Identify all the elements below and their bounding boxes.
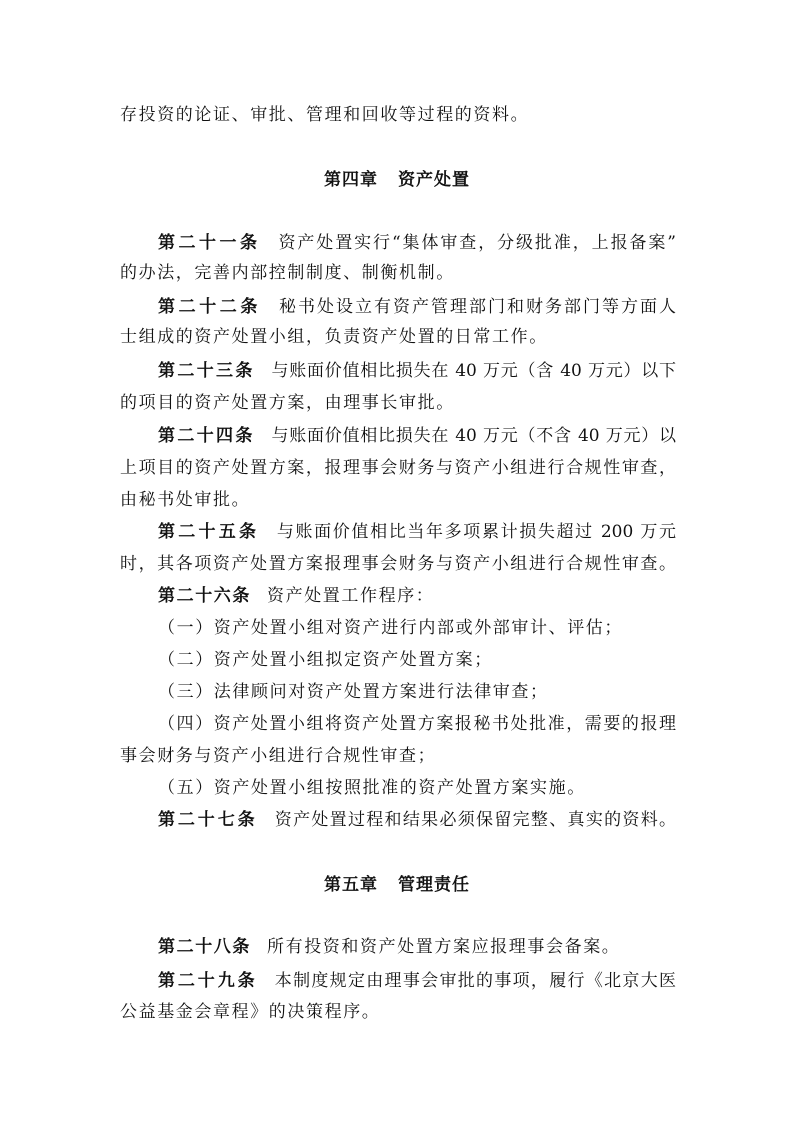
body-line: 时，其各项资产处置方案报理事会财务与资产小组进行合规性审查。 <box>120 554 676 574</box>
article-text: 与账面价值相比当年多项累计损失超过 200 万元 <box>275 522 676 542</box>
article-22 <box>158 292 676 322</box>
body-line: 存投资的论证、审批、管理和回收等过程的资料。 <box>120 105 530 125</box>
article-24 <box>158 421 676 451</box>
procedure-item: （二）资产处置小组拟定资产处置方案； <box>158 650 493 670</box>
article-text: 资产处置过程和结果必须保留完整、真实的资料。 <box>273 810 677 830</box>
article-label: 第二十三条 <box>158 361 255 381</box>
article-label: 第二十五条 <box>158 522 260 542</box>
chapter-title: 资产处置 <box>398 170 470 190</box>
procedure-item: （五）资产处置小组按照批准的资产处置方案实施。 <box>158 778 586 798</box>
article-label: 第二十八条 <box>158 937 251 957</box>
article-27 <box>158 805 676 835</box>
body-line: 由秘书处审批。 <box>120 490 251 510</box>
article-text: 秘书处设立有资产管理部门和财务部门等方面人 <box>277 297 676 317</box>
article-text: 与账面价值相比损失在 40 万元（不含 40 万元）以 <box>270 426 676 446</box>
article-text: 资产处置工作程序： <box>267 586 435 606</box>
chapter-number: 第四章 <box>324 170 378 190</box>
article-label: 第二十二条 <box>158 297 261 317</box>
procedure-item: （三）法律顾问对资产处置方案进行法律审查； <box>158 682 549 702</box>
chapter-4-heading <box>0 165 794 195</box>
article-25 <box>158 517 676 547</box>
body-line: 公益基金会章程》的决策程序。 <box>120 1002 381 1022</box>
article-text: 资产处置实行“集体审查，分级批准，上报备案” <box>276 233 676 253</box>
article-23 <box>158 356 676 386</box>
chapter-number: 第五章 <box>324 875 378 895</box>
body-line: 事会财务与资产小组进行合规性审查； <box>120 746 437 766</box>
article-label: 第二十一条 <box>158 233 261 253</box>
body-line: 的办法，完善内部控制制度、制衡机制。 <box>120 263 455 283</box>
article-28 <box>158 932 676 962</box>
chapter-title: 管理责任 <box>398 875 470 895</box>
article-26 <box>158 581 676 611</box>
body-line: 上项目的资产处置方案，报理事会财务与资产小组进行合规性审查， <box>120 458 676 478</box>
article-text: 本制度规定由理事会审批的事项，履行《北京大医 <box>273 971 677 991</box>
article-text: 所有投资和资产处置方案应报理事会备案。 <box>267 937 621 957</box>
body-line: 士组成的资产处置小组，负责资产处置的日常工作。 <box>120 327 548 347</box>
procedure-item: （一）资产处置小组对资产进行内部或外部审计、评估； <box>158 618 623 638</box>
article-label: 第二十六条 <box>158 586 251 606</box>
article-label: 第二十九条 <box>158 971 258 991</box>
article-29 <box>158 966 676 996</box>
article-21 <box>158 228 676 258</box>
procedure-item: （四）资产处置小组将资产处置方案报秘书处批准，需要的报理 <box>158 714 676 734</box>
article-label: 第二十四条 <box>158 426 255 446</box>
chapter-5-heading <box>0 870 794 900</box>
article-text: 与账面价值相比损失在 40 万元（含 40 万元）以下 <box>270 361 676 381</box>
body-line: 的项目的资产处置方案，由理事长审批。 <box>120 393 455 413</box>
article-label: 第二十七条 <box>158 810 258 830</box>
